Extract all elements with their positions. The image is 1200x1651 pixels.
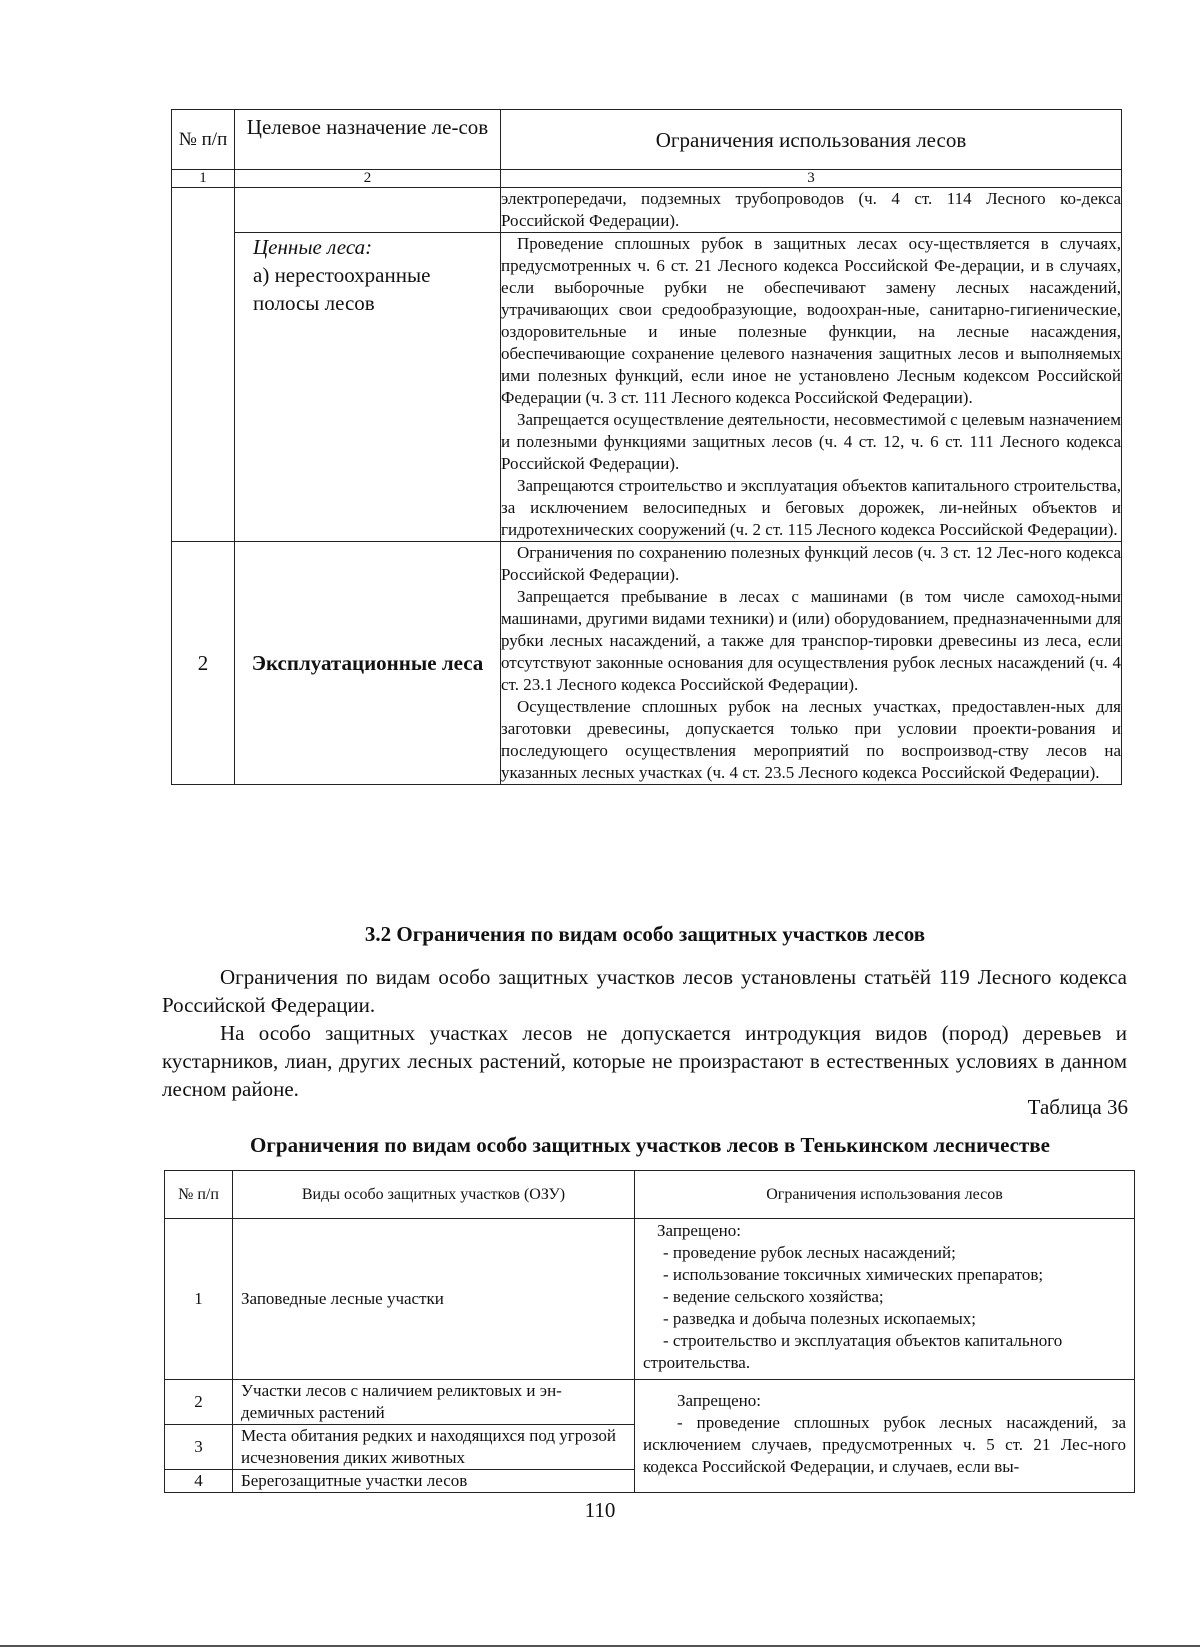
kind-cell: Заповедные лесные участки xyxy=(233,1219,635,1380)
list-head: Запрещено: xyxy=(657,1221,741,1240)
table-title: Ограничения по видам особо защитных участков лесов в Тенькинском лесничестве xyxy=(250,1133,1050,1157)
limits-cell xyxy=(635,1380,1135,1493)
purpose-cell: Эксплуатационные леса xyxy=(235,542,501,785)
limits-text: электропередачи, подземных трубопроводов (ч. 4 ст. 114 Лесного ко-декса Российской Федерации). xyxy=(501,189,1121,230)
section-title: 3.2 Ограничения по видам особо защитных участков лесов xyxy=(364,922,926,946)
restrictions-list xyxy=(643,1220,1126,1374)
kind-cell: Участки лесов с наличием реликтовых и эн-демичных растений xyxy=(233,1380,635,1425)
kind-cell: Места обитания редких и находящихся под угрозой исчезновения диких животных xyxy=(233,1425,635,1470)
limits-text: - проведение сплошных рубок лесных насаждений, за исключением случаев, предусмотренных ч. 5 ст. 21 Лес-ного кодекса Российской Федерации, и случаев, если вы- xyxy=(643,1413,1126,1476)
row-num-cell: 4 xyxy=(165,1470,233,1493)
limits-paragraph: Осуществление сплошных рубок на лесных участках, предоставлен-ных для заготовки древесины, допускается только при условии проекти-рования и последующего осуществления мероприятий по воспроизвод-ству лесов на указанных лесных участках (ч. 4 ст. 23.5 Лесного кодекса Российской Федерации). xyxy=(501,697,1121,782)
colnum-3: 3 xyxy=(501,170,1122,188)
limits-paragraph: Запрещается пребывание в лесах с машинами (в том числе самоход-ными машинами, другими видами техники) и (или) оборудованием, предназначенными для рубки лесных насаждений, а также для транспор-тировки древесины из леса, если отсутствуют законные основания для осуществления рубок лесных насаждений (ч. 4 ст. 23.1 Лесного кодекса Российской Федерации). xyxy=(501,587,1121,694)
limits-cell xyxy=(501,188,1122,233)
limits-paragraph: Проведение сплошных рубок в защитных лесах осу-ществляется в случаях, предусмотренных ч. 6 ст. 21 Лесного кодекса Российской Фе-дерации, и в случаях, если выборочные рубки не обеспечивают замену лесных насаждений, утрачивающих свои средообразующие, водоохран-ные, санитарно-гигиенические, оздоровительные и иные полезные функции, на лесные насаждения, обеспечивающие сохранение целевого назначения защитных лесов и выполняемых ими полезных функций, если иное не установлено Лесным кодексом Российской Федерации (ч. 3 ст. 111 Лесного кодекса Российской Федерации). xyxy=(501,234,1121,407)
row-num-cell: 2 xyxy=(165,1380,233,1425)
limits-paragraph: Запрещается осуществление деятельности, несовместимой с целевым назначением и полезными функциями защитных лесов (ч. 4 ст. 12, ч. 6 ст. 111 Лесного кодекса Российской Федерации). xyxy=(501,410,1121,473)
list-item: - проведение рубок лесных насаждений; xyxy=(663,1243,956,1262)
limits-head: Запрещено: xyxy=(677,1391,761,1410)
limits-paragraph: Ограничения по сохранению полезных функций лесов (ч. 3 ст. 12 Лес-ного кодекса Российской Федерации). xyxy=(501,543,1121,584)
column-number-row xyxy=(172,170,1122,188)
table-row xyxy=(165,1219,1135,1380)
header-limits: Ограничения использования лесов xyxy=(501,110,1122,170)
limits-cell xyxy=(501,233,1122,542)
header-kind: Виды особо защитных участков (ОЗУ) xyxy=(233,1171,635,1219)
list-item: - ведение сельского хозяйства; xyxy=(663,1287,884,1306)
header-limits: Ограничения использования лесов xyxy=(635,1171,1135,1219)
kind-cell: Берегозащитные участки лесов xyxy=(233,1470,635,1493)
table-header-row xyxy=(172,110,1122,170)
row-num-cell: 1 xyxy=(165,1219,233,1380)
row-num-cell xyxy=(172,188,235,542)
protected-areas-table xyxy=(164,1170,1135,1493)
list-item: - строительство и эксплуатация объектов капитального xyxy=(663,1331,1063,1350)
colnum-2: 2 xyxy=(235,170,501,188)
header-num: № п/п xyxy=(165,1171,233,1219)
list-item: - разведка и добыча полезных ископаемых; xyxy=(663,1309,977,1328)
purpose-title: Ценные леса: xyxy=(253,235,373,259)
table-row xyxy=(172,188,1122,233)
header-num: № п/п xyxy=(172,110,235,170)
forest-purpose-table xyxy=(171,109,1122,785)
list-item: - использование токсичных химических препаратов; xyxy=(663,1265,1044,1284)
list-item-tail: строительства. xyxy=(643,1353,751,1372)
row-num-cell: 2 xyxy=(172,542,235,785)
limits-cell xyxy=(501,542,1122,785)
paragraph: На особо защитных участках лесов не допускается интродукция видов (пород) деревьев и кустарников, лиан, других лесных растений, которые не произрастают в естественных условиях в данном лесном районе. xyxy=(162,1021,1127,1101)
header-purpose: Целевое назначение ле-сов xyxy=(235,110,501,170)
purpose-cell xyxy=(235,188,501,233)
table-header-row xyxy=(165,1171,1135,1219)
paragraph: Ограничения по видам особо защитных участков лесов установлены статьёй 119 Лесного кодекса Российской Федерации. xyxy=(162,965,1127,1017)
scan-edge-line xyxy=(0,1645,1200,1647)
purpose-cell xyxy=(235,233,501,542)
colnum-1: 1 xyxy=(172,170,235,188)
row-num-cell: 3 xyxy=(165,1425,233,1470)
table-number: Таблица 36 xyxy=(1027,1095,1128,1119)
table-row xyxy=(172,542,1122,785)
limits-cell xyxy=(635,1219,1135,1380)
page-number: 110 xyxy=(584,1498,616,1522)
table-row xyxy=(172,233,1122,542)
limits-paragraph: Запрещаются строительство и эксплуатация объектов капитального строительства, за исключением велосипедных и беговых дорожек, ли-нейных объектов и гидротехнических сооружений (ч. 2 ст. 115 Лесного кодекса Российской Федерации). xyxy=(501,476,1121,539)
table-row xyxy=(165,1380,1135,1425)
purpose-subtitle: а) нерестоохранные полосы лесов xyxy=(253,263,431,315)
